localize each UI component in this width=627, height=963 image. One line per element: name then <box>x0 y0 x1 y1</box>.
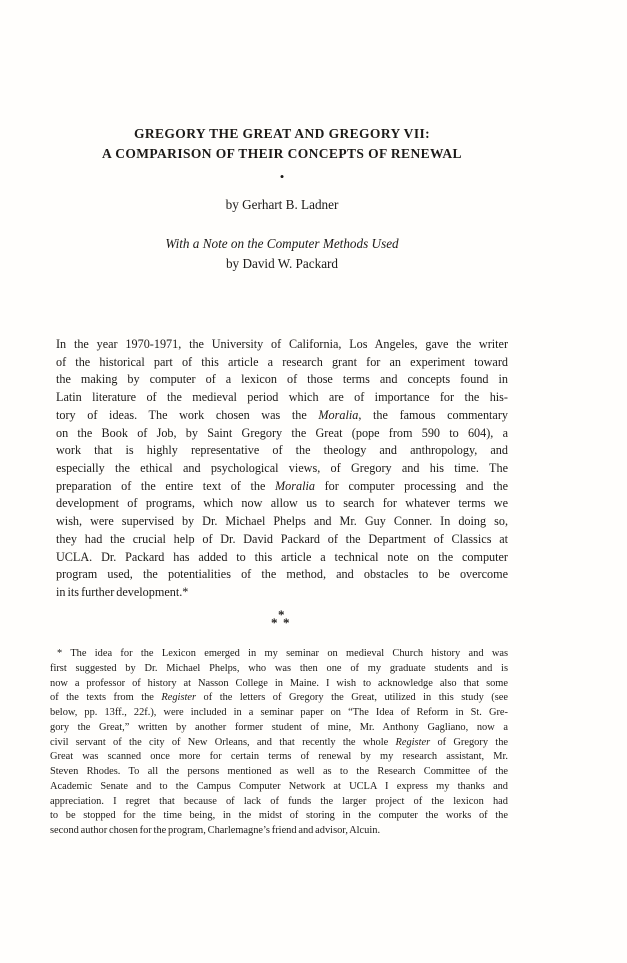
asterisk-icon: * <box>283 615 290 630</box>
footnote-text-line: of the texts from the Register of the letters of Gregory the Great, utilized in this study (see <box>50 692 508 704</box>
asterisk-icon: * <box>278 607 285 622</box>
asterisk-icon: * <box>271 615 278 630</box>
body-text-line: of the historical part of this article a research grant for an experiment toward <box>56 354 508 369</box>
body-text-line: tory of ideas. The work chosen was the Moralia, the famous commentary <box>56 407 508 422</box>
footnote-text-line: second author chosen for the program, Charlemagne’s friend and advisor, Alcuin. <box>50 825 381 836</box>
body-text-line: especially the ethical and psychological views, of Gregory and his time. The <box>56 461 508 476</box>
title-line-2: A COMPARISON OF THEIR CONCEPTS OF RENEWAL <box>102 145 462 161</box>
body-text-line: work that is highly representative of the theology and anthropology, and <box>56 443 508 458</box>
asterisk-separator <box>56 609 508 631</box>
body-text-line: the making by computer of a lexicon of those terms and concepts found in <box>56 372 508 387</box>
body-text-line: Latin literature of the medieval period which are of importance for the his- <box>56 390 508 405</box>
body-text-line: in its further development.* <box>56 585 189 600</box>
body-paragraph <box>56 336 508 602</box>
bullet-icon: • <box>279 168 285 184</box>
body-text-line: development of programs, which now allow us to search for whatever terms we <box>56 496 508 511</box>
footnote-text-line: Academic Senate and to the Campus Computer Network at UCLA I express my thanks and <box>50 780 508 792</box>
footnote-text-line: Steven Rhodes. To all the persons mentioned as well as to the Research Committee of the <box>50 766 508 777</box>
footnote-text-line: appreciation. I regret that because of lack of funds the larger project of the lexicon had <box>50 795 508 807</box>
body-text-line: In the year 1970-1971, the University of California, Los Angeles, gave the writer <box>56 337 508 351</box>
note-author-byline: by David W. Packard <box>225 256 339 271</box>
footnote-text-line: first suggested by Dr. Michael Phelps, who was then one of my graduate students and is <box>50 662 508 674</box>
body-text-line: program used, the potentialities of the method, and obstacles to be overcome <box>56 567 508 582</box>
footnote-text-line: below, pp. 13ff., 22f.), were included in a seminar paper on “The Idea of Reform in St. Gre- <box>50 707 508 718</box>
footnote-text-line: to be stopped for the time being, in the midst of storing in the computer the works of the <box>50 810 508 822</box>
footnote-text-line: Great was scanned once more for certain terms of renewal by my research assistant, Mr. <box>50 751 508 763</box>
footnote-text-line: civil servant of the city of New Orleans, and that recently the whole Register of Gregory the <box>50 736 509 748</box>
body-text-line: preparation of the entire text of the Moralia for computer processing and the <box>56 478 508 493</box>
bullet-separator <box>56 169 508 183</box>
footnote-text-line: * The idea for the Lexicon emerged in my seminar on medieval Church history and was <box>57 648 508 659</box>
footnote-text-line: gory the Great,” written by another former student of mine, Mr. Anthony Gagliano, now a <box>50 721 508 733</box>
body-text-line: they had the crucial help of Dr. David Packard of the Department of Classics at <box>56 531 508 546</box>
author-byline: by Gerhart B. Ladner <box>225 197 339 212</box>
footnote <box>50 647 508 839</box>
note-subtitle: With a Note on the Computer Methods Used <box>165 236 399 251</box>
article-title <box>56 124 508 163</box>
footnote-text-line: now a professor of history at Nasson College in Maine. I wish to acknowledge also that some <box>50 677 508 689</box>
title-line-1: GREGORY THE GREAT AND GREGORY VII: <box>133 126 431 141</box>
body-text-line: wish, were supervised by Dr. Michael Phelps and Mr. Guy Conner. In doing so, <box>56 514 508 529</box>
body-text-line: UCLA. Dr. Packard has added to this article a technical note on the computer <box>56 549 508 564</box>
body-text-line: on the Book of Job, by Saint Gregory the Great (pope from 590 to 604), a <box>56 425 508 440</box>
